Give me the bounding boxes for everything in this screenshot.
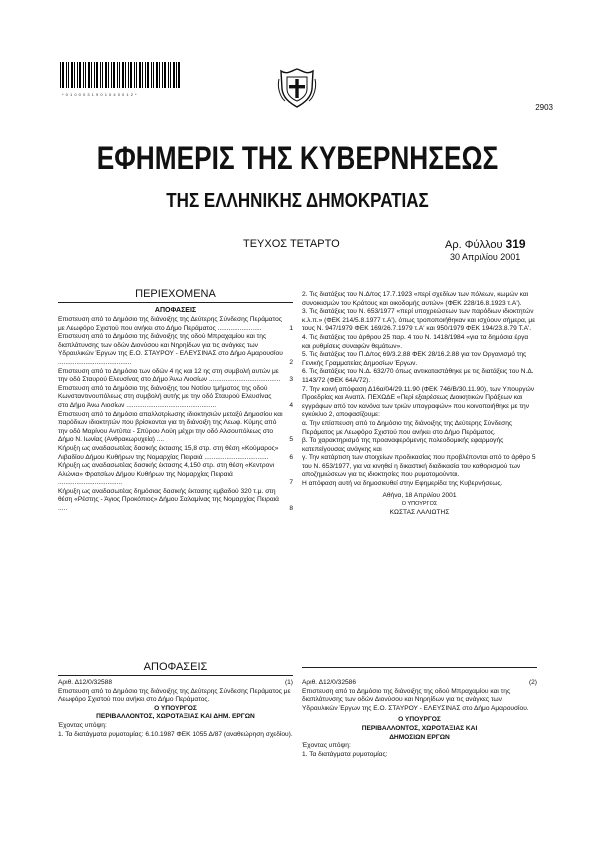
- toc-item: Επιστευση από το Δημόσιο των οδών 4 ης και 12 ης στη συμβολή αυτών με την οδό Σταυρού Ελευσίνας στο Δήμο Άνω Λιοσίων ....................................... 3: [58, 367, 293, 384]
- barcode-text: * 0 1 0 0 0 3 1 9 0 1 0 4 0 0 1 2 *: [62, 92, 138, 97]
- divider: [302, 667, 537, 668]
- paragraph: 6. Τις διατάξεις του Ν.Δ. 632/70 όπως αντικαταστάθηκε με τις διατάξεις του Ν.Δ. 1143/72 (ΦΕΚ 64Α/72).: [302, 368, 534, 384]
- decisions-heading: ΑΠΟΦΑΣΕΙΣ: [143, 661, 208, 673]
- decision-1-continued: [302, 291, 537, 517]
- paragraph: β. Το χαρακτηρισμό της προαναφερόμενης πολεοδομικής εφαρμογής κατεπείγουσας ανάγκης και: [302, 437, 504, 453]
- paragraph: 3. Τις διατάξεις του Ν. 653/1977 «περί υποχρεώσεων των παρόδιων ιδιοκτητών κ.λ.π.» (ΦΕΚ 214/5.8.1977 τ.Α'), όπως τροποποιήθηκαν και ισχύουν σήμερα, με τους Ν. 947/1979 ΦΕΚ 169/26.7.1979 τ.Α' και 950/1979 ΦΕΚ 194/23.8.79 Τ.Α'.: [302, 308, 536, 333]
- signature-name: ΚΩΣΤΑΣ ΛΑΛΙΩΤΗΣ: [389, 508, 450, 516]
- greek-coat-of-arms-icon: [277, 65, 317, 109]
- page-number: 2903: [535, 103, 553, 112]
- toc-item: Επιστευση από το Δημόσιο της διάνοιξης του Νοτίου τμήματος της οδού Κωνσταντινουπόλεως στη συμβολή αυτής με την οδό Σταυρού Ελευσίνας στο Δήμο Άνω Λιοσίων ................................................. 4: [58, 384, 293, 409]
- paragraph: γ. Την κατάρτιση των στοιχείων προδικασίας που προβλέπονται από το άρθρο 5 του Ν. 653/1977, για να κινηθεί η δικαστική διαδικασία του καθορισμού των αποζημιώσεων για τις ιδιοκτησίες που ρυμοτομούνται.: [302, 454, 536, 479]
- ministry-name: ΠΕΡΙΒΑΛΛΟΝΤΟΣ, ΧΩΡΟΤΑΞΙΑΣ ΚΑΙ: [361, 724, 478, 732]
- decision-1: [58, 679, 293, 739]
- sheet-label: Αρ. Φύλλου: [445, 239, 503, 251]
- sheet-number: [445, 237, 526, 251]
- issue-type: ΤΕΥΧΟΣ ΤΕΤΑΡΤΟ: [243, 238, 340, 250]
- paragraph: 1. Τα διατάγματα ρυμοτομίας: 6.10.1987 ΦΕΚ 1055 Δ/87 (αναθεώρηση σχεδίου).: [58, 730, 293, 738]
- toc-item: Κήρυξη ως αναδασωτέας δασικής έκτασης 15,8 στρ. στη θέση «Κούμαρος» Λιβαδίου Δήμου Κυθήρων της Νομαρχίας Πειραιά ................................... 6: [58, 444, 293, 461]
- decision-ref: Αριθ. Δ12/0/32588: [58, 679, 112, 686]
- decision-intro: Επιστευση από το Δημόσιο της διάνοιξης της Δεύτερης Σύνδεσης Περάματος με Λεωφόρο Σχιστού που ανήκει στο Δήμο Περάματος.: [58, 687, 291, 704]
- paragraph: 4. Τις διατάξεις του άρθρου 25 παρ. 4 του Ν. 1418/1984 «για τα δημόσια έργα και ρυθμίσεις συναφών θεμάτων».: [302, 333, 529, 350]
- decision-ref: Αριθ. Δ12/0/32586: [302, 679, 356, 686]
- sheet-number-value: 319: [505, 237, 526, 251]
- paragraph: 2. Τις διατάξεις του Ν.Δ/τος 17.7.1923 «περί σχεδίων των πόλεων, κωμών και συνοικισμών του Κράτους και οικοδομής αυτών» (ΦΕΚ 228/16.8.1923 τ.Α').: [302, 291, 529, 307]
- considering: Έχοντας υπόψη:: [58, 721, 107, 729]
- decision-intro: Επιστευση από το Δημόσιο της διάνοιξης της οδού Μπραχαμίου και της διαπλάτυνσης των οδών Διονύσου και Νηρηίδων για τις ανάγκες των Υδραυλικών Έργων της Ε.Ο. ΣΤΑΥΡΟΥ - ΕΛΕΥΣΙΝΑΣ στο Δήμο Αμαρουσίου.: [302, 687, 529, 712]
- considering: Έχοντας υπόψη:: [302, 742, 351, 750]
- toc-item: Κήρυξη ως αναδασωτέας δασικής έκτασης 4,150 στρ. στη θέση «Κεντρονι Αλώνια» Φρατσίων Δήμου Κυθήρων της Νομαρχίας Πειραιά ................................... 7: [58, 462, 293, 487]
- gazette-title: ΕΦΗΜΕΡΙΣ ΤΗΣ ΚΥΒΕΡΝΗΣΕΩΣ: [96, 140, 499, 176]
- issue-date: 30 Απριλίου 2001: [450, 252, 521, 262]
- toc-item: Επιστευση από το Δημόσιο της διάνοιξης της Δεύτερης Σύνδεσης Περάματος με Λεωφόρο Σχιστού που ανήκει στο Δήμο Περάματος ........................ 1: [58, 316, 293, 332]
- toc-item: Κήρυξη ως αναδασωτέας δημόσιας δασικής έκτασης εμβαδού 320 τ.μ. στη θέση «Ρέστης - Άγιος Προκόπιος» Δήμου Σαλαμίνας της Νομαρχίας Πειραιά ..... 8: [58, 487, 293, 513]
- paragraph: Η απόφαση αυτή να δημοσιευθεί στην Εφημερίδα της Κυβερνήσεως.: [302, 480, 503, 488]
- minister-title: Ο ΥΠΟΥΡΓΟΣ: [154, 704, 197, 712]
- table-of-contents: [58, 316, 293, 514]
- decision-2: [302, 679, 537, 759]
- decision-number: (2): [528, 679, 537, 686]
- toc-item: Επιστευση από το Δημόσιο απαλλοτρίωσης ιδιοκτησιών μεταξύ Δημοσίου και παρόδιων ιδιοκτητών που βρίσκονται για τη διάνοιξη της Λεωφ. Κύμης από την οδό Μαρίνου Αντύπα - Σπύρου Λούη μέχρι την οδό Αλσουπόλεως στο Δήμο Ν. Ιωνίας (Ανθρακωρυχεία) .... 5: [58, 410, 293, 444]
- paragraph: 7. Την κοινή απόφαση Δ16α/04/29.11.90 (ΦΕΚ 746/Β/30.11.90), των Υπουργών Προεδρίας και Αναπλ. ΠΕΧΩΔΕ «Περί εξαιρέσεως Διοικητικών Πράξεων και εγγράφων από τον κανόνα των τριών υπογραφών» που κοινοποιήθηκε με την εγκύκλιο 2, αποφασίζουμε:: [302, 385, 535, 419]
- ministry-name: ΠΕΡΙΒΑΛΛΟΝΤΟΣ, ΧΩΡΟΤΑΞΙΑΣ ΚΑΙ ΔΗΜ. ΕΡΓΩΝ: [96, 713, 255, 721]
- toc-item: Επιστευση από το Δημόσιο της διάνοιξης της οδού Μπραχαμίου και της διαπλάτυνσης των οδών Διονύσου και Νηρηίδων για τις ανάγκες των Υδραυλικών Έργων της Ε.Ο. ΣΤΑΥΡΟΥ - ΕΛΕΥΣΙΝΑΣ στο Δήμο Αμαρουσίου ........................................ 2: [58, 333, 293, 366]
- paragraph: 5. Τις διατάξεις του Π.Δ/τος 69/3.2.88 ΦΕΚ 28/16.2.88 για τον Οργανισμό της Γενικής Γραμματείας Δημοσίων Έργων.: [302, 351, 527, 367]
- gazette-subtitle: ΤΗΣ ΕΛΛΗΝΙΚΗΣ ΔΗΜΟΚΡΑΤΙΑΣ: [166, 190, 429, 212]
- contents-heading: ΠΕΡΙΕΧΟΜΕΝΑ: [135, 288, 216, 300]
- decision-number: (1): [284, 679, 293, 686]
- minister-title: Ο ΥΠΟΥΡΓΟΣ: [398, 716, 441, 724]
- divider: [58, 302, 293, 303]
- ministry-name-line2: ΔΗΜΟΣΙΩΝ ΕΡΓΩΝ: [389, 733, 450, 741]
- contents-subheading: ΑΠΟΦΑΣΕΙΣ: [154, 307, 197, 314]
- paragraph: α. Την επίσπευση από το Δημόσιο της διάνοιξης της Δεύτερης Σύνδεσης Περάματος με Λεωφόρο Σχιστού που ανήκει στο Δήμο Περάματος.: [302, 419, 513, 436]
- paragraph: 1. Τα διατάγματα ρυμοτομίας:: [302, 750, 388, 758]
- signature-role: Ο ΥΠΟΥΡΓΟΣ: [401, 501, 438, 508]
- divider: [58, 675, 293, 676]
- signature-date: Αθήνα, 18 Απριλίου 2001: [382, 491, 457, 499]
- barcode: [60, 62, 180, 88]
